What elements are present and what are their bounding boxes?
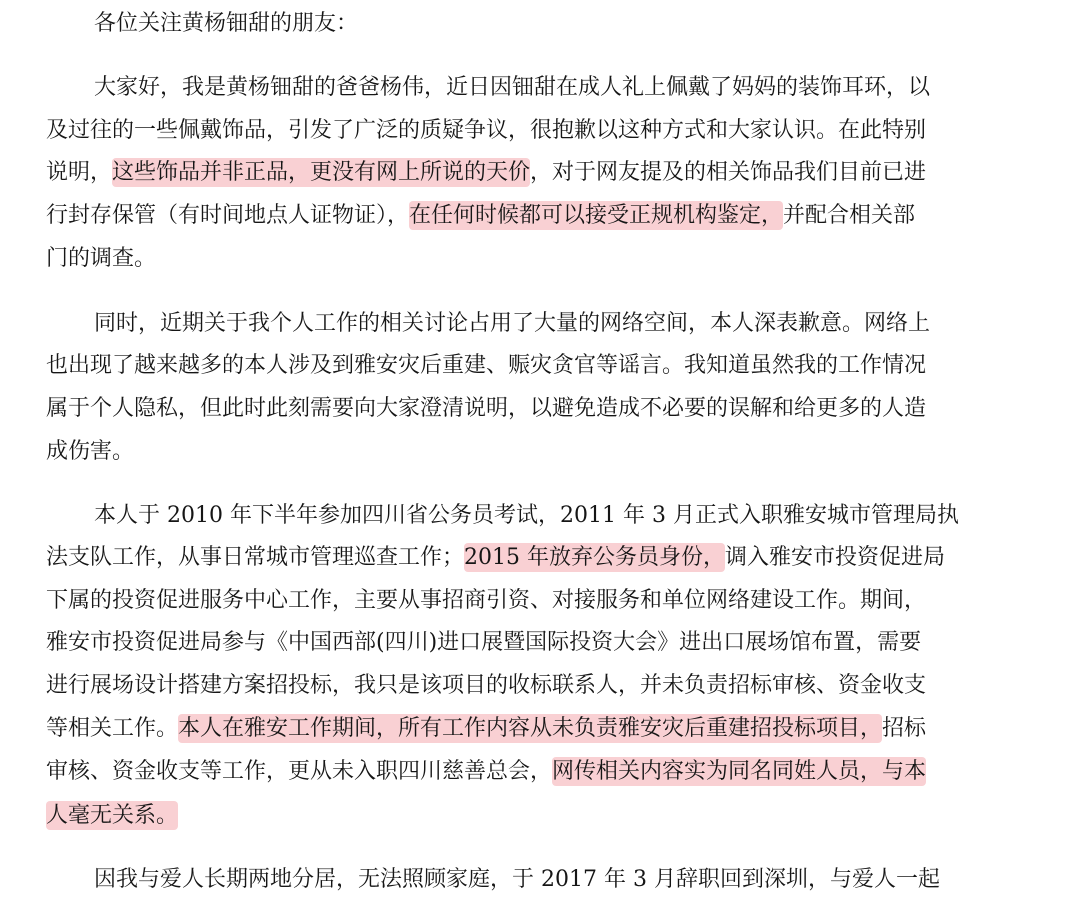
paragraph-1-line-1 [94, 68, 930, 108]
text-run: 进行展场设计搭建方案招投标，我只是该项目的收标联系人，并未负责招标审核、资金收支 [46, 673, 927, 698]
text-run: 因我与爱人长期两地分居，无法照顾家庭，于 2017 年 3 月辞职回到深圳，与爱人一起 [94, 867, 940, 892]
paragraph-3-line-8 [46, 796, 178, 836]
paragraph-1-line-4 [46, 196, 915, 236]
salutation: 各位关注黄杨钿甜的朋友： [94, 11, 359, 36]
text-run: 雅安市投资促进局参与《中国西部(四川)进口展暨国际投资大会》进出口展场馆布置，需要 [46, 630, 922, 655]
text-run: 招标 [882, 716, 927, 741]
text-run: 说明， [46, 160, 113, 185]
text-run: 门的调查。 [46, 246, 157, 271]
paragraph-3-line-1 [94, 496, 959, 536]
highlighted-text: 在任何时候都可以接受正规机构鉴定， [409, 203, 784, 228]
paragraph-2-line-3 [46, 389, 926, 429]
text-run: 法支队工作，从事日常城市管理巡查工作； [46, 545, 465, 570]
paragraph-1-line-5 [46, 239, 156, 279]
text-run: 成伤害。 [46, 439, 135, 464]
paragraph-2-line-2 [46, 346, 926, 386]
text-run: ，对于网友提及的相关饰品我们目前已进 [530, 160, 927, 185]
paragraph-1-line-2 [46, 111, 926, 151]
paragraph-3-line-2 [46, 538, 945, 578]
text-run: 审核、资金收支等工作，更从未入职四川慈善总会， [46, 759, 553, 784]
text-run: 属于个人隐私，但此时此刻需要向大家澄清说明，以避免造成不必要的误解和给更多的人造 [46, 396, 927, 421]
text-run: 并配合相关部 [783, 203, 916, 228]
paragraph-2-line-4 [46, 432, 134, 472]
text-run: 下属的投资促进服务中心工作，主要从事招商引资、对接服务和单位网络建设工作。期间， [46, 588, 927, 613]
text-run: 行封存保管（有时间地点人证物证）， [46, 203, 410, 228]
highlighted-text: 人毫无关系。 [46, 803, 179, 828]
paragraph-3-line-5 [46, 666, 926, 706]
highlighted-text: 2015 年放弃公务员身份， [464, 545, 725, 570]
text-run: 本人于 2010 年下半年参加四川省公务员考试，2011 年 3 月正式入职雅安城市管理局执 [94, 503, 959, 528]
paragraph-3-line-4 [46, 623, 921, 663]
paragraph-2-line-1 [94, 304, 930, 344]
paragraph-3-line-3 [46, 581, 926, 621]
text-run: 大家好，我是黄杨钿甜的爸爸杨伟，近日因钿甜在成人礼上佩戴了妈妈的装饰耳环，以 [94, 75, 931, 100]
paragraph-3-line-7 [46, 752, 926, 792]
paragraph-4-line-1 [94, 860, 940, 900]
text-run: 调入雅安市投资促进局 [725, 545, 946, 570]
highlighted-text: 网传相关内容实为同名同姓人员，与本 [552, 759, 927, 784]
text-run: 同时，近期关于我个人工作的相关讨论占用了大量的网络空间，本人深表歉意。网络上 [94, 311, 931, 336]
text-run: 也出现了越来越多的本人涉及到雅安灾后重建、赈灾贪官等谣言。我知道虽然我的工作情况 [46, 353, 927, 378]
text-run: 及过往的一些佩戴饰品，引发了广泛的质疑争议，很抱歉以这种方式和大家认识。在此特别 [46, 118, 927, 143]
paragraph-3-line-6 [46, 709, 926, 749]
paragraph-1-line-3 [46, 153, 926, 193]
highlighted-text: 本人在雅安工作期间，所有工作内容从未负责雅安灾后重建招投标项目， [178, 716, 883, 741]
highlighted-text: 这些饰品并非正品，更没有网上所说的天价 [112, 160, 531, 185]
text-run: 等相关工作。 [46, 716, 179, 741]
